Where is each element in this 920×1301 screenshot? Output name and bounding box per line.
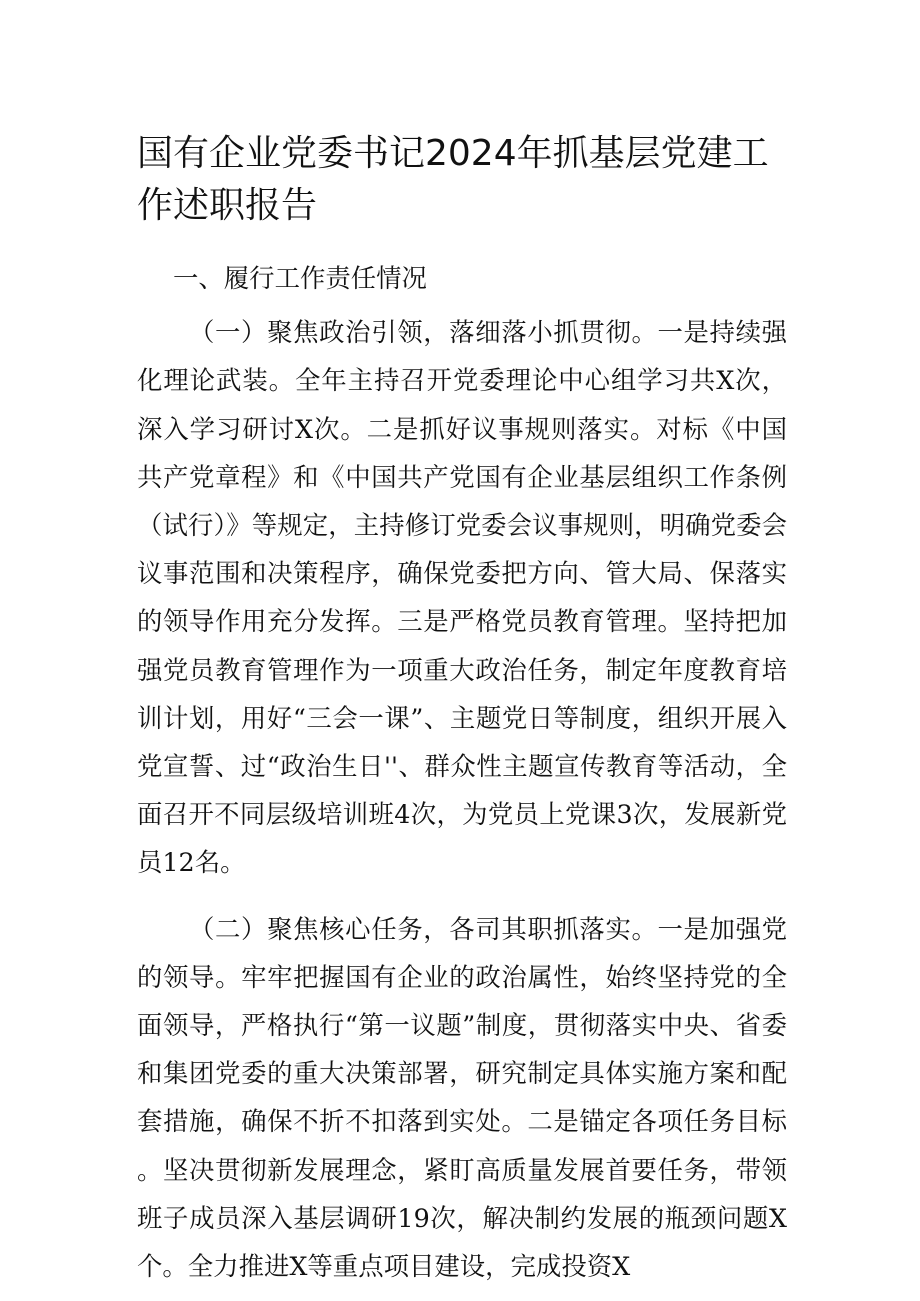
paragraph-1: （一）聚焦政治引领，落细落小抓贯彻。一是持续强化理论武装。全年主持召开党委理论中心组学习共X次，深入学习研讨X次。二是抓好议事规则落实。对标《中国共产党章程》和《中国共产党国有企业基层组织工作条例（试行）》等规定，主持修订党委会议事规则，明确党委会议事范围和决策程序，确保党委把方向、管大局、保落实的领导作用充分发挥。三是严格党员教育管理。坚持把加强党员教育管理作为一项重大政治任务，制定年度教育培训计划，用好“三会一课”、主题党日等制度，组织开展入党宣誓、过“政治生日''、群众性主题宣传教育等活动，全面召开不同层级培训班4次，为党员上党课3次，发展新党员12名。: [137, 317, 787, 878]
paragraph-2: （二）聚焦核心任务，各司其职抓落实。一是加强党的领导。牢牢把握国有企业的政治属性，始终坚持党的全面领导，严格执行“第一议题”制度，贯彻落实中央、省委和集团党委的重大决策部署，研究制定具体实施方案和配套措施，确保不折不扣落到实处。二是锚定各项任务目标。坚决贯彻新发展理念，紧盯高质量发展首要任务，带领班子成员深入基层调研19次，解决制约发展的瓶颈问题X个。全力推进X等重点项目建设，完成投资X: [137, 913, 787, 1282]
section-heading: 一、履行工作责任情况: [173, 263, 427, 293]
document-title: 国有企业党委书记2024年抓基层党建工作述职报告: [137, 133, 769, 226]
document-body: [137, 254, 787, 1290]
